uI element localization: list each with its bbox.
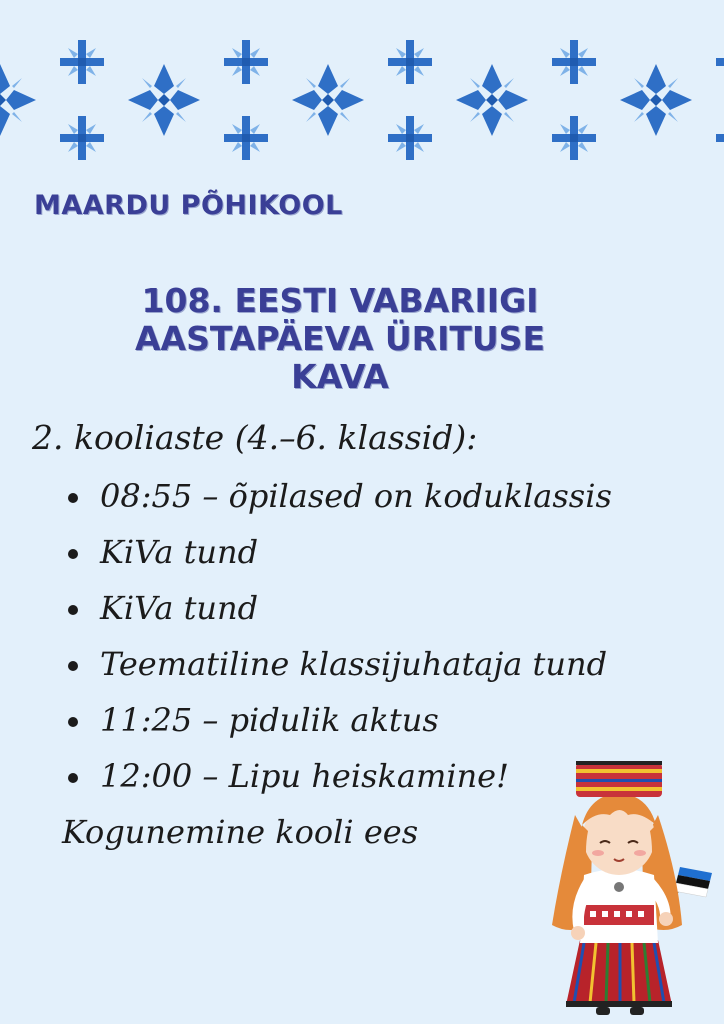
- schedule-item: [62, 692, 702, 748]
- schedule-item-text: 08:55 – õpilased on koduklassis: [100, 477, 612, 515]
- ornament-star-icon: [0, 64, 36, 136]
- ornament-star-icon: [716, 40, 724, 84]
- folk-costume-girl-icon: [540, 755, 720, 1017]
- schedule-item: [62, 524, 702, 580]
- bullet-icon: [68, 493, 78, 503]
- schedule-item: [62, 580, 702, 636]
- title-line-1: 108. EESTI VABARIIGI: [141, 281, 539, 320]
- schedule-item: [62, 468, 702, 524]
- title-line-3: KAVA: [291, 357, 389, 396]
- schedule-item-text: KiVa tund: [100, 533, 259, 571]
- schedule-item-text: 11:25 – pidulik aktus: [100, 701, 439, 739]
- schedule-item-continuation: Kogunemine kooli ees: [62, 813, 419, 851]
- ornament-star-icon: [552, 116, 596, 160]
- schedule-item-text: KiVa tund: [100, 589, 259, 627]
- bullet-icon: [68, 605, 78, 615]
- ornament-star-icon: [716, 116, 724, 160]
- ornament-star-icon: [456, 64, 528, 136]
- title-line-2: AASTAPÄEVA ÜRITUSE: [134, 319, 545, 358]
- grade-level-heading: 2. kooliaste (4.–6. klassid):: [32, 418, 478, 457]
- ornament-star-icon: [224, 40, 268, 84]
- ornament-star-icon: [60, 116, 104, 160]
- ornament-star-icon: [224, 116, 268, 160]
- bullet-icon: [68, 717, 78, 727]
- bullet-icon: [68, 661, 78, 671]
- bullet-icon: [68, 773, 78, 783]
- schedule-item: [62, 636, 702, 692]
- school-name: MAARDU PÕHIKOOL: [34, 190, 343, 221]
- ornament-star-icon: [388, 40, 432, 84]
- ornament-star-icon: [552, 40, 596, 84]
- schedule-item-text: 12:00 – Lipu heiskamine!: [100, 757, 509, 795]
- bullet-icon: [68, 549, 78, 559]
- ornament-star-icon: [128, 64, 200, 136]
- estonian-flag-icon: [674, 867, 712, 897]
- ornament-star-icon: [388, 116, 432, 160]
- ornament-star-icon: [620, 64, 692, 136]
- page-title: [80, 282, 600, 396]
- ornament-star-icon: [292, 64, 364, 136]
- ornament-star-icon: [60, 40, 104, 84]
- schedule-item-text: Teematiline klassijuhataja tund: [100, 645, 608, 683]
- folk-ornament-border: [0, 20, 724, 180]
